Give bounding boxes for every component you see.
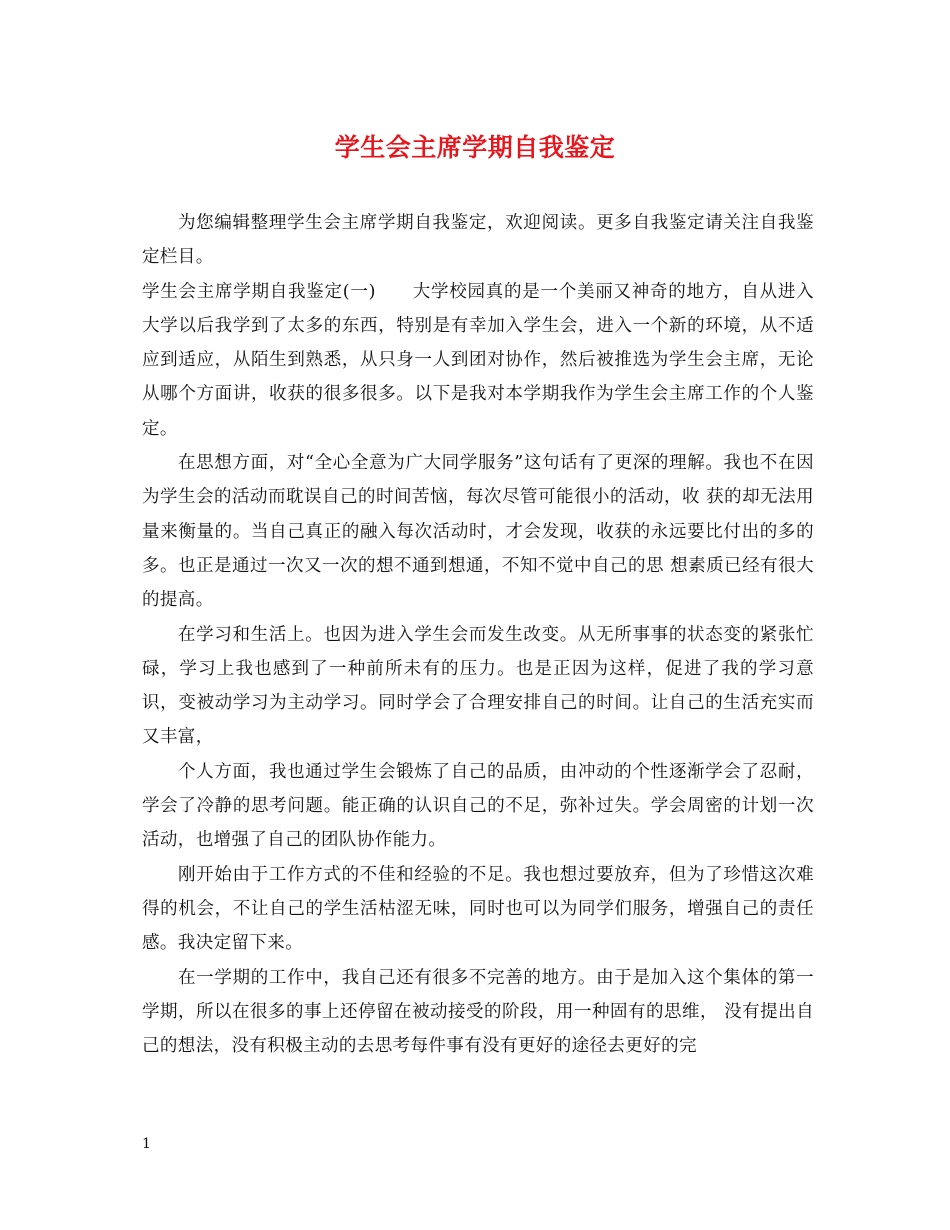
shortcomings-paragraph: 在一学期的工作中，我自己还有很多不完善的地方。由于是加入这个集体的第一学期，所以在很多的事上还停留在被动接受的阶段，用一种固有的思维， 没有提出自己的想法，没有积极主动的去思考每件事有没有更好的途径去更好的完 (142, 967, 814, 1057)
study-life-paragraph: 在学习和生活上。也因为进入学生会而发生改变。从无所事事的状态变的紧张忙碌，学习上我也感到了一种前所未有的压力。也是正因为这样，促进了我的学习意识，变被动学习为主动学习。同时学会了合理安排自己的时间。让自己的生活充实而又丰富， (142, 624, 814, 748)
section-heading-paragraph: 学生会主席学期自我鉴定(一) 大学校园真的是一个美丽又神奇的地方，自从进入大学以后我学到了太多的东西，特别是有幸加入学生会，进入一个新的环境，从不适应到适应，从陌生到熟悉，从只身一人到团对协作，然后被推选为学生会主席，无论从哪个方面讲，收获的很多很多。以下是我对本学期我作为学生会主席工作的个人鉴定。 (142, 281, 814, 439)
personal-paragraph: 个人方面，我也通过学生会锻炼了自己的品质，由冲动的个性逐渐学会了忍耐，学会了冷静的思考问题。能正确的认识自己的不足，弥补过失。学会周密的计划一次活动，也增强了自己的团队协作能力。 (142, 761, 814, 851)
document-body (142, 206, 814, 1063)
page-number: 1 (142, 1136, 151, 1152)
intro-paragraph: 为您编辑整理学生会主席学期自我鉴定，欢迎阅读。更多自我鉴定请关注自我鉴定栏目。 (142, 213, 814, 268)
thought-paragraph: 在思想方面，对“全心全意为广大同学服务”这句话有了更深的理解。我也不在因为学生会的活动而耽误自己的时间苦恼，每次尽管可能很小的活动，收 获的却无法用量来衡量的。当自己真正的融入每次活动时，才会发现，收获的永远要比付出的多的多。也正是通过一次又一次的想不通到想通，不知不觉中自己的思 想素质已经有很大的提高。 (142, 453, 814, 611)
document-title: 学生会主席学期自我鉴定 (334, 133, 616, 162)
beginning-paragraph: 刚开始由于工作方式的不佳和经验的不足。我也想过要放弃，但为了珍惜这次难得的机会，不让自己的学生活枯涩无味，同时也可以为同学们服务，增强自己的责任感。我决定留下来。 (142, 864, 814, 954)
